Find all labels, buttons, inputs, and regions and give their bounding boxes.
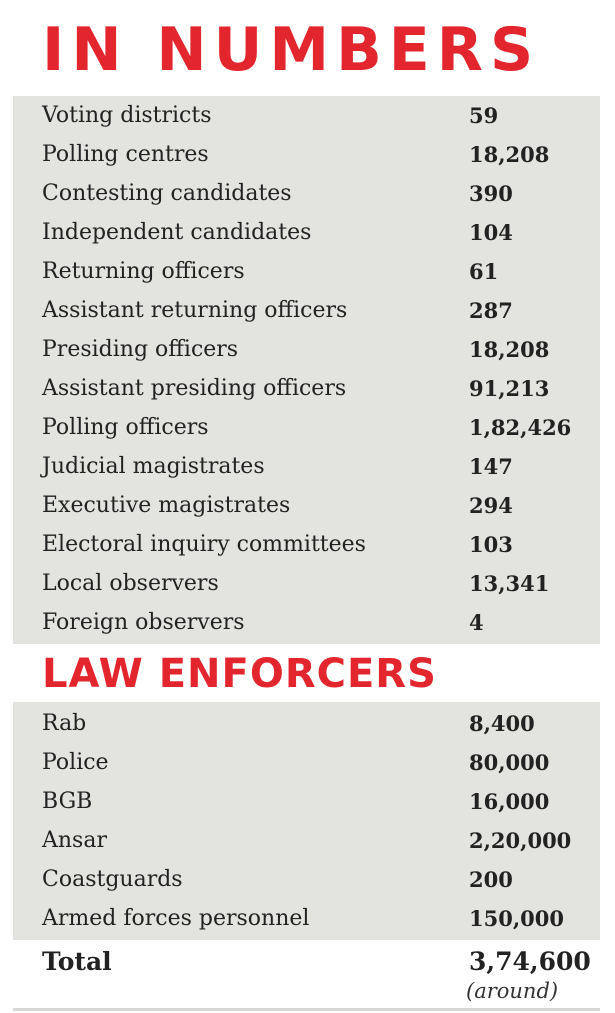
law-label: BGB — [42, 789, 93, 814]
stat-label: Independent candidates — [42, 220, 312, 245]
law-row — [13, 743, 600, 782]
law-row — [13, 821, 600, 860]
total-label: Total — [42, 947, 112, 976]
law-label: Police — [42, 750, 109, 775]
law-row — [13, 782, 600, 821]
stat-row — [13, 525, 600, 564]
stat-value: 13,341 — [469, 571, 550, 596]
stat-value: 4 — [469, 610, 484, 635]
stat-value: 103 — [469, 532, 513, 557]
stat-label: Assistant returning officers — [42, 298, 348, 323]
stat-label: Judicial magistrates — [42, 454, 265, 479]
stat-label: Returning officers — [42, 259, 245, 284]
stat-value: 390 — [469, 181, 513, 206]
stat-value: 294 — [469, 493, 513, 518]
stat-label: Local observers — [42, 571, 219, 596]
stat-value: 59 — [469, 103, 499, 128]
stat-row — [13, 408, 600, 447]
stat-row — [13, 213, 600, 252]
total-note: (around) — [466, 979, 559, 1003]
stat-label: Polling centres — [42, 142, 209, 167]
law-label: Armed forces personnel — [42, 906, 310, 931]
law-value: 2,20,000 — [469, 828, 572, 853]
stat-label: Executive magistrates — [42, 493, 291, 518]
stat-label: Voting districts — [42, 103, 212, 128]
stat-row — [13, 291, 600, 330]
law-value: 8,400 — [469, 711, 535, 736]
stat-row — [13, 603, 600, 642]
law-value: 200 — [469, 867, 513, 892]
law-enforcers-panel — [13, 702, 600, 940]
stat-label: Presiding officers — [42, 337, 239, 362]
stat-value: 287 — [469, 298, 513, 323]
stat-value: 147 — [469, 454, 513, 479]
stat-label: Electoral inquiry committees — [42, 532, 366, 557]
election-stats-panel — [13, 96, 600, 644]
stat-value: 91,213 — [469, 376, 550, 401]
stat-value: 18,208 — [469, 337, 550, 362]
stat-row — [13, 564, 600, 603]
law-value: 80,000 — [469, 750, 550, 775]
stat-value: 1,82,426 — [469, 415, 572, 440]
law-row — [13, 899, 600, 938]
bottom-divider — [13, 1008, 600, 1011]
stat-row — [13, 96, 600, 135]
stat-row — [13, 486, 600, 525]
stat-label: Polling officers — [42, 415, 209, 440]
law-value: 150,000 — [469, 906, 564, 931]
stat-row — [13, 330, 600, 369]
page-title: IN NUMBERS — [42, 15, 541, 85]
stat-label: Foreign observers — [42, 610, 245, 635]
law-value: 16,000 — [469, 789, 550, 814]
law-label: Coastguards — [42, 867, 183, 892]
stat-value: 18,208 — [469, 142, 550, 167]
stat-label: Assistant presiding officers — [42, 376, 347, 401]
stat-row — [13, 174, 600, 213]
stat-value: 104 — [469, 220, 513, 245]
stat-row — [13, 369, 600, 408]
law-label: Rab — [42, 711, 87, 736]
section-title-law-enforcers: LAW ENFORCERS — [42, 651, 437, 697]
law-label: Ansar — [42, 828, 107, 853]
stat-row — [13, 252, 600, 291]
stat-value: 61 — [469, 259, 499, 284]
stat-row — [13, 447, 600, 486]
total-value: 3,74,600 — [469, 947, 591, 976]
stat-row — [13, 135, 600, 174]
law-row — [13, 704, 600, 743]
law-row — [13, 860, 600, 899]
stat-label: Contesting candidates — [42, 181, 292, 206]
